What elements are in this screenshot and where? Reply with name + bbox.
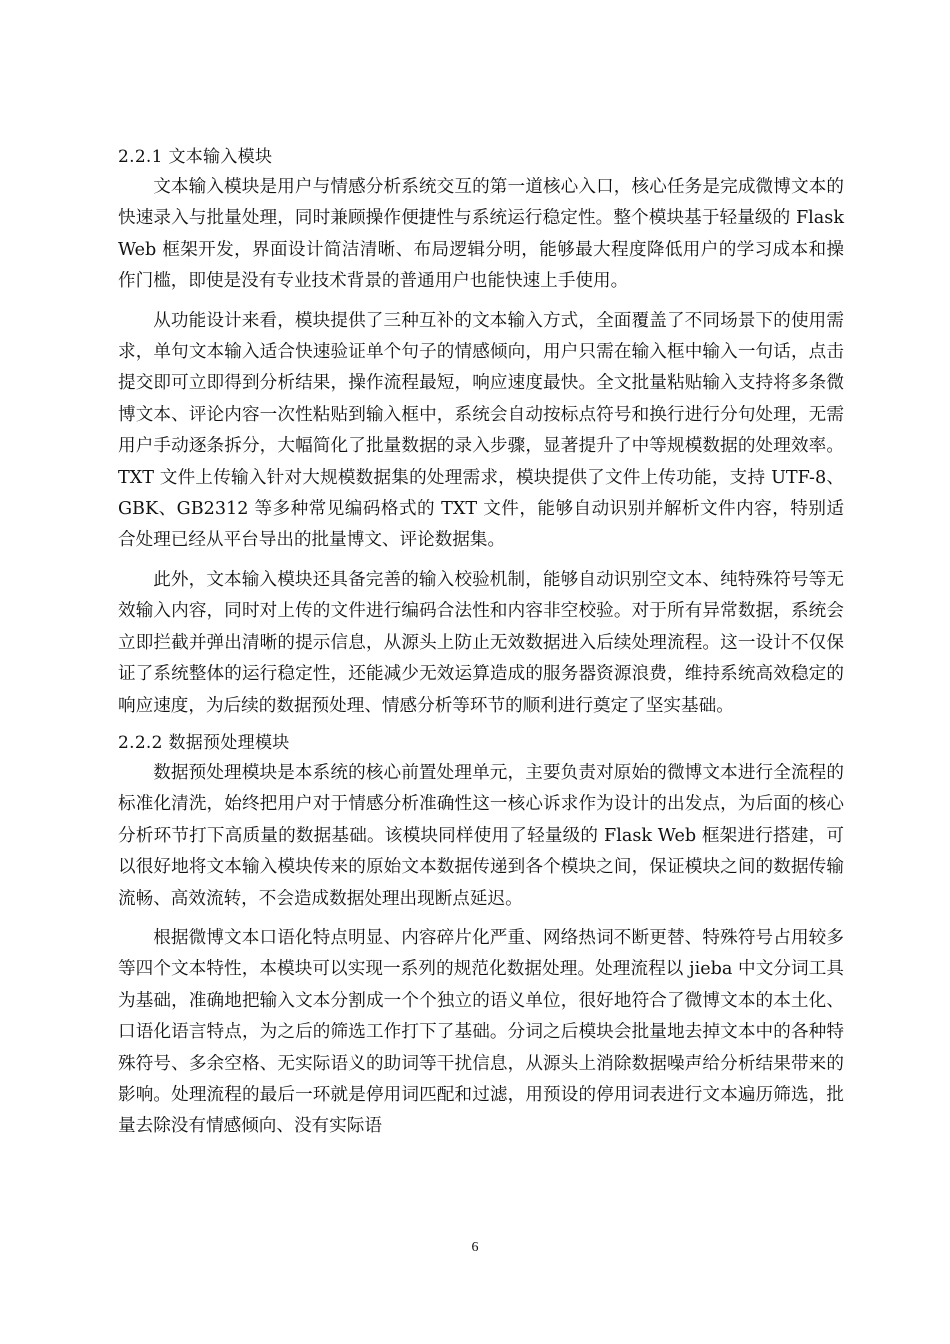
paragraph-text-input-intro: 文本输入模块是用户与情感分析系统交互的第一道核心入口，核心任务是完成微博文本的快速录入与批量处理，同时兼顾操作便捷性与系统运行稳定性。整个模块基于轻量级的 Flask Web 框架开发，界面设计简洁清晰、布局逻辑分明，能够最大程度降低用户的学习成本和操作门槛，即使是没有专业技术背景的普通用户也能快速上手使用。	[118, 177, 844, 292]
paragraph-preprocessing-intro: 数据预处理模块是本系统的核心前置处理单元，主要负责对原始的微博文本进行全流程的标准化清洗，始终把用户对于情感分析准确性这一核心诉求作为设计的出发点，为后面的核心分析环节打下高质量的数据基础。该模块同样使用了轻量级的 Flask Web 框架进行搭建，可以很好地将文本输入模块传来的原始文本数据传递到各个模块之间，保证模块之间的数据传输流畅、高效流转，不会造成数据处理出现断点延迟。	[118, 762, 844, 909]
paragraph-input-validation: 此外，文本输入模块还具备完善的输入校验机制，能够自动识别空文本、纯特殊符号等无效输入内容，同时对上传的文件进行编码合法性和内容非空校验。对于所有异常数据，系统会立即拦截并弹出清晰的提示信息，从源头上防止无效数据进入后续处理流程。这一设计不仅保证了系统整体的运行稳定性，还能减少无效运算造成的服务器资源浪费，维持系统高效稳定的响应速度，为后续的数据预处理、情感分析等环节的顺利进行奠定了坚实基础。	[118, 569, 844, 716]
section-heading-text-input-module: 2.2.1 文本输入模块	[118, 147, 273, 167]
paragraph-input-methods: 从功能设计来看，模块提供了三种互补的文本输入方式，全面覆盖了不同场景下的使用需求，单句文本输入适合快速验证单个句子的情感倾向，用户只需在输入框中输入一句话，点击提交即可立即得到分析结果，操作流程最短，响应速度最快。全文批量粘贴输入支持将多条微博文本、评论内容一次性粘贴到输入框中，系统会自动按标点符号和换行进行分句处理，无需用户手动逐条拆分，大幅简化了批量数据的录入步骤，显著提升了中等规模数据的处理效率。TXT 文件上传输入针对大规模数据集的处理需求，模块提供了文件上传功能，支持 UTF-8、GBK、GB2312 等多种常见编码格式的 TXT 文件，能够自动识别并解析文件内容，特别适合处理已经从平台导出的批量博文、评论数据集。	[118, 310, 844, 551]
paragraph-preprocessing-steps: 根据微博文本口语化特点明显、内容碎片化严重、网络热词不断更替、特殊符号占用较多等四个文本特性，本模块可以实现一系列的规范化数据处理。处理流程以 jieba 中文分词工具为基础，准确地把输入文本分割成一个个独立的语义单位，很好地符合了微博文本的本土化、口语化语言特点，为之后的筛选工作打下了基础。分词之后模块会批量地去掉文本中的各种特殊符号、多余空格、无实际语义的助词等干扰信息，从源头上消除数据噪声给分析结果带来的影响。处理流程的最后一环就是停用词匹配和过滤，用预设的停用词表进行文本遍历筛选，批量去除没有情感倾向、没有实际语	[118, 927, 844, 1137]
section-heading-preprocessing-module: 2.2.2 数据预处理模块	[118, 732, 290, 753]
page-number: 6	[471, 1240, 479, 1255]
page-body	[118, 142, 844, 1151]
